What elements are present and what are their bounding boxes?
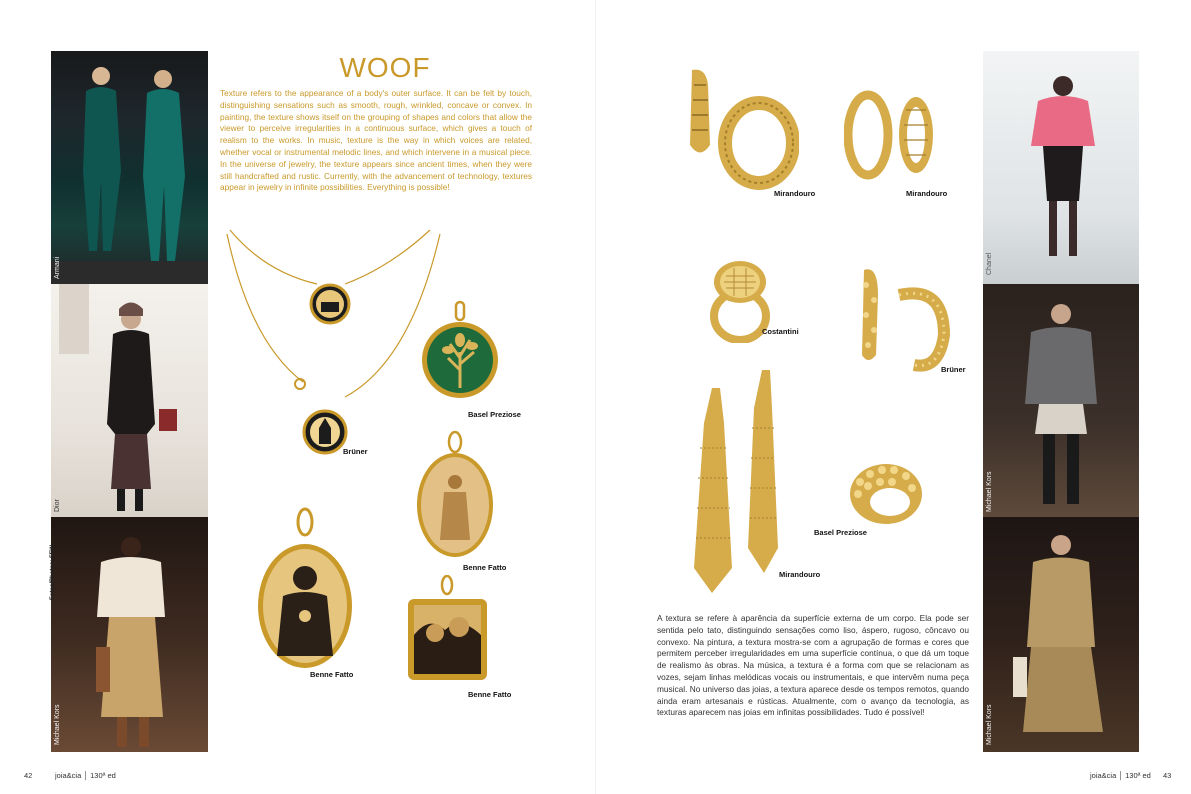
michael-kors-figure-illustration xyxy=(51,517,208,752)
label-basel-preziose-right: Basel Preziose xyxy=(814,528,867,537)
runway-photo-michael-kors-right-1 xyxy=(983,284,1139,517)
runway-photo-dior xyxy=(51,284,208,517)
runway-photo-michael-kors-left xyxy=(51,517,208,752)
photo-credit-michael-kors-right-1: Michael Kors xyxy=(986,471,993,512)
photo-credit-michael-kors-right-2: Michael Kors xyxy=(986,704,993,745)
page-number-left: 42 xyxy=(24,771,33,780)
article-title: WOOF xyxy=(339,52,431,83)
tree-enamel-pendant-illustration xyxy=(420,300,502,405)
label-basel-preziose-left: Basel Preziose xyxy=(468,410,521,419)
photo-credit-chanel: Chanel xyxy=(986,252,993,275)
label-bruner-right: Brüner xyxy=(941,365,966,374)
photo-credit-dior: Dior xyxy=(54,499,61,512)
michael-kors-beige-figure-illustration xyxy=(983,517,1139,752)
label-mirandouro-1: Mirandouro xyxy=(774,189,816,198)
beaded-band-ring-illustration xyxy=(846,452,926,532)
oval-hoop-earrings-illustration xyxy=(844,90,944,185)
photo-credit-armani: Armani xyxy=(54,256,61,279)
long-drop-earrings-illustration xyxy=(684,368,784,600)
label-benne-fatto-photo: Benne Fatto xyxy=(468,690,512,699)
article-text-portuguese: A textura se refere à aparência da superfície externa de um corpo. Ela pode ser sentida pelo tato, distinguindo sensações como liso, áspero, rugoso, côncavo ou convexo. Na pintura, a textura mostra-se com a agrupação de formas e cores que permitem perceber irregularidades em uma superfície contínua, o que dá um toque de realismo às obras. Na música, a textura é a forma com que se relacionam as vozes, sejam linhas melódicas vocais ou instrumentais, e que intervêm numa peça musical. No universo das joias, a textura aparece desde os tempos remotos, quando ainda eram artesanais e rústicas. Atualmente, com o avanço da tecnologia, as texturas aparecem nas joias em infinitas possibilidades. Tudo é possível! xyxy=(657,613,969,718)
runway-photo-armani xyxy=(51,51,208,284)
photo-credits-ffw: Fotos/Photos: FFW xyxy=(50,545,56,600)
article-text-english: Texture refers to the appearance of a body's outer surface. It can be felt by touch, distinguishing sensations such as smooth, rough, wrinkled, concave or convex. In painting, the texture shows itself on the grouping of shapes and colors that allow the viewer to perceive irregularities in a continuous surface, which gives a touch of realism to the works. In music, texture is the way in which voices are related, whether vocal or instrumental melodic lines, and which intervene in a musical piece. In the universe of jewelry, the texture appears since ancient times, when they were still handcrafted and rustic. Currently, with the advancement of technology, textures appear in jewelry in infinite possibilities. Everything is possible! xyxy=(220,88,532,193)
page-number-right: 43 xyxy=(1163,771,1172,780)
label-benne-fatto-jesus: Benne Fatto xyxy=(310,670,354,679)
footer-magazine-left: joia&cia │ 130ª ed xyxy=(55,771,116,780)
label-mirandouro-3: Mirandouro xyxy=(779,570,821,579)
right-page xyxy=(596,0,1191,794)
saint-oval-pendant-illustration xyxy=(414,430,496,560)
label-mirandouro-2: Mirandouro xyxy=(906,189,948,198)
jesus-oval-pendant-illustration xyxy=(255,506,355,671)
label-bruner-left: Brüner xyxy=(343,447,368,456)
armani-figures-illustration xyxy=(51,51,208,284)
runway-photo-chanel xyxy=(983,51,1139,284)
dior-figure-illustration xyxy=(51,284,208,517)
chanel-figure-illustration xyxy=(983,51,1139,284)
necklaces-illustration xyxy=(225,222,445,472)
label-costantini: Costantini xyxy=(762,327,799,336)
footer-magazine-right: joia&cia │ 130ª ed xyxy=(1090,771,1151,780)
photo-credit-michael-kors-left: Michael Kors xyxy=(54,704,61,745)
photo-square-pendant-illustration xyxy=(405,575,490,683)
michael-kors-grey-figure-illustration xyxy=(983,284,1139,517)
left-page xyxy=(0,0,595,794)
beaded-hoop-earrings-illustration xyxy=(854,265,954,375)
textured-hoop-earrings-illustration xyxy=(684,65,799,190)
runway-photo-michael-kors-right-2 xyxy=(983,517,1139,752)
label-benne-fatto-saint: Benne Fatto xyxy=(463,563,507,572)
